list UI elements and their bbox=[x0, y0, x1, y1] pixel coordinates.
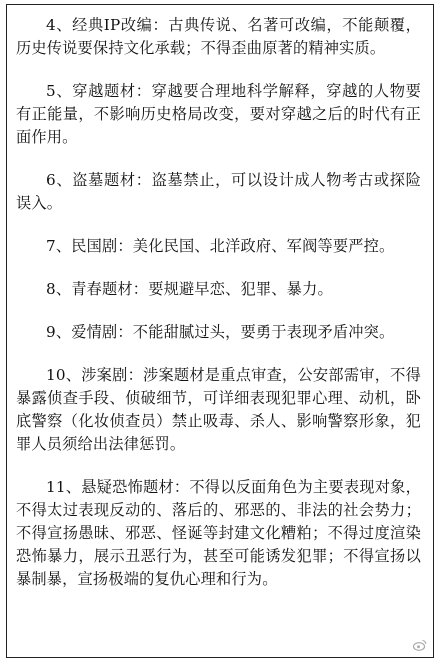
paragraph-time-travel: 5、穿越题材：穿越要合理地科学解释，穿越的人物要有正能量，不影响历史格局改变，要对穿越之后的时代有正面作用。 bbox=[16, 82, 421, 146]
document-frame bbox=[6, 4, 434, 658]
paragraph-romance: 9、爱情剧：不能甜腻过头，要勇于表现矛盾冲突。 bbox=[46, 323, 395, 341]
paragraph-suspense-horror: 11、悬疑恐怖题材：不得以反面角色为主要表现对象，不得太过表现反动的、落后的、邪恶的、非法的社会势力；不得宣扬愚昧、邪恶、怪诞等封建文化糟粕；不得过度渲染恐怖暴力，展示丑恶行为，甚至可能诱发犯罪；不得宣扬以暴制暴，宣扬极端的复仇心理和行为。 bbox=[16, 478, 421, 588]
paragraph-classic-ip-adaptation: 4、经典IP改编：古典传说、名著可改编，不能颠覆，历史传说要保持文化承载；不得歪曲原著的精神实质。 bbox=[16, 16, 421, 57]
document-body bbox=[16, 14, 421, 591]
paragraph-republic-era: 7、民国剧：美化民国、北洋政府、军阀等要严控。 bbox=[46, 237, 395, 255]
paragraph-crime: 10、涉案剧：涉案题材是重点审查，公安部需审，不得暴露侦查手段、侦破细节，可详细表现犯罪心理、动机，卧底警察（化妆侦查员）禁止吸毒、杀人、影响警察形象，犯罪人员须给出法律惩罚。 bbox=[16, 366, 421, 453]
weibo-icon bbox=[413, 639, 427, 651]
paragraph-youth: 8、青春题材：要规避早恋、犯罪、暴力。 bbox=[46, 280, 333, 298]
watermark bbox=[413, 639, 430, 651]
paragraph-tomb-raiding: 6、盗墓题材：盗墓禁止，可以设计成人物考古或探险误入。 bbox=[16, 171, 421, 212]
